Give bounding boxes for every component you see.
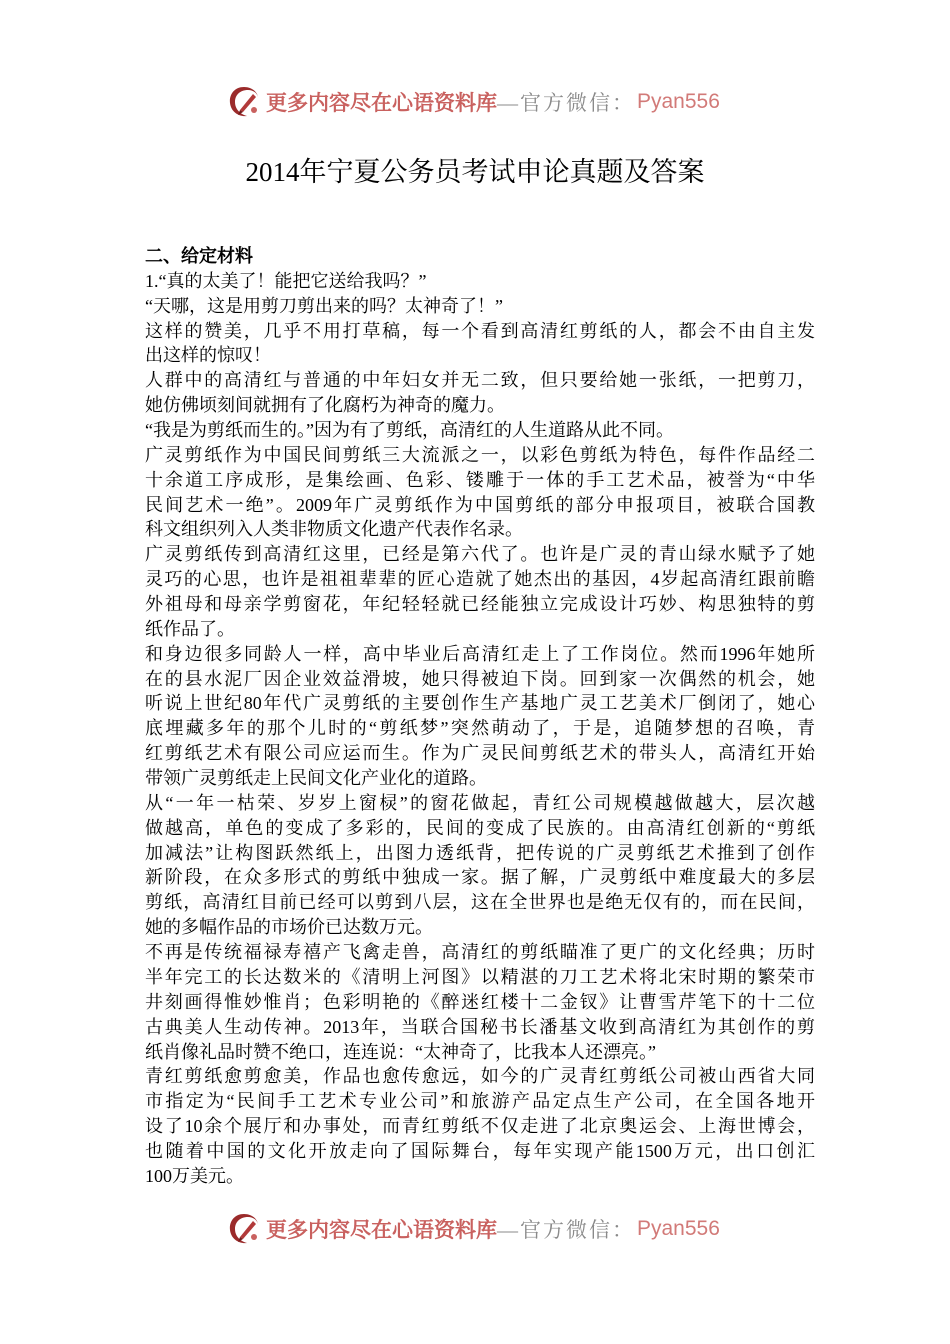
text-line: 广灵剪纸作为中国民间剪纸三大流派之一，以彩色剪纸为特色，每件作品经二 bbox=[145, 444, 815, 465]
watermark-gray-text: —官方微信： bbox=[497, 1218, 635, 1242]
paragraph bbox=[145, 368, 815, 418]
text-line: 出这样的惊叹！ bbox=[145, 345, 271, 366]
text-line: 外祖母和母亲学剪窗花，年纪轻轻就已经能独立完成设计巧妙、构思独特的剪 bbox=[145, 594, 815, 615]
text-line: 十余道工序成形，是集绘画、色彩、镂雕于一体的手工艺术品，被誉为“中华 bbox=[145, 469, 815, 490]
text-line: 她仿佛顷刻间就拥有了化腐朽为神奇的魔力。 bbox=[145, 395, 505, 416]
paragraph bbox=[145, 642, 815, 791]
text-line: “我是为剪纸而生的。”因为有了剪纸，高清红的人生道路从此不同。 bbox=[145, 420, 674, 441]
text-line: 半年完工的长达数米的《清明上河图》以精湛的刀工艺术将北宋时期的繁荣市 bbox=[145, 966, 815, 987]
text-line: 人群中的高清红与普通的中年妇女并无二致，但只要给她一张纸，一把剪刀， bbox=[145, 370, 815, 391]
text-line: 100万美元。 bbox=[145, 1165, 244, 1186]
text-line: 灵巧的心思，也许是祖祖辈辈的匠心造就了她杰出的基因，4岁起高清红跟前瞻 bbox=[145, 569, 815, 590]
text-line: 和身边很多同龄人一样，高中毕业后高清红走上了工作岗位。然而1996年她所 bbox=[145, 643, 815, 664]
text-line: 红剪纸艺术有限公司应运而生。作为广灵民间剪纸艺术的带头人，高清红开始 bbox=[145, 743, 815, 764]
watermark-gray-text: —官方微信： bbox=[497, 91, 635, 115]
paragraph bbox=[145, 791, 815, 940]
text-line: 新阶段，在众多形式的剪纸中独成一家。据了解，广灵剪纸中难度最大的多层 bbox=[145, 867, 815, 888]
watermark-wechat-id: Pyan556 bbox=[637, 90, 720, 113]
paragraph bbox=[145, 418, 815, 443]
text-line: 广灵剪纸传到高清红这里，已经是第六代了。也许是广灵的青山绿水赋予了她 bbox=[145, 544, 815, 565]
text-line: 带领广灵剪纸走上民间文化产业化的道路。 bbox=[145, 768, 487, 789]
text-line: 民间艺术一绝”。2009年广灵剪纸作为中国剪纸的部分申报项目，被联合国教 bbox=[145, 494, 815, 515]
paragraph bbox=[145, 269, 815, 294]
text-line: 底埋藏多年的那个儿时的“剪纸梦”突然萌动了，于是，追随梦想的召唤，青 bbox=[145, 718, 815, 739]
text-line: 加减法”让构图跃然纸上，出图力透纸背，把传说的广灵剪纸艺术推到了创作 bbox=[145, 842, 815, 863]
watermark-footer bbox=[226, 1209, 720, 1249]
document-body bbox=[145, 244, 815, 1189]
text-line: 她的多幅作品的市场价已达数万元。 bbox=[145, 917, 433, 938]
paragraph bbox=[145, 1064, 815, 1188]
paragraph bbox=[145, 319, 815, 369]
text-line: 这样的赞美，几乎不用打草稿，每一个看到高清红剪纸的人，都会不由自主发 bbox=[145, 320, 815, 341]
text-line: 古典美人生动传神。2013年，当联合国秘书长潘基文收到高清红为其创作的剪 bbox=[145, 1016, 815, 1037]
text-line: 设了10余个展厅和办事处，而青红剪纸不仅走进了北京奥运会、上海世博会， bbox=[145, 1116, 815, 1137]
text-line: 科文组织列入人类非物质文化遗产代表作名录。 bbox=[145, 519, 523, 540]
text-line: 纸肖像礼品时赞不绝口，连连说：“太神奇了，比我本人还漂亮。” bbox=[145, 1041, 656, 1062]
section-heading: 二、给定材料 bbox=[145, 246, 253, 266]
watermark-header bbox=[226, 82, 720, 122]
text-line: 青红剪纸愈剪愈美，作品也愈传愈远，如今的广灵青红剪纸公司被山西省大同 bbox=[145, 1066, 815, 1087]
text-line: 井刻画得惟妙惟肖；色彩明艳的《醉迷红楼十二金钗》让曹雪芹笔下的十二位 bbox=[145, 991, 815, 1012]
pen-logo-icon bbox=[226, 84, 262, 120]
text-line: 做越高，单色的变成了多彩的，民间的变成了民族的。由高清红创新的“剪纸 bbox=[145, 817, 815, 838]
text-line: 剪纸，高清红目前已经可以剪到八层，这在全世界也是绝无仅有的，而在民间， bbox=[145, 892, 815, 913]
text-line: 1.“真的太美了！能把它送给我吗？” bbox=[145, 270, 427, 291]
text-line: 从“一年一枯荣、岁岁上窗棂”的窗花做起，青红公司规模越做越大，层次越 bbox=[145, 792, 815, 813]
text-line: 也随着中国的文化开放走向了国际舞台，每年实现产能1500万元，出口创汇 bbox=[145, 1140, 815, 1161]
text-line: “天哪，这是用剪刀剪出来的吗？太神奇了！” bbox=[145, 295, 503, 316]
paragraph bbox=[145, 940, 815, 1064]
text-line: 听说上世纪80年代广灵剪纸的主要创作生产基地广灵工艺美术厂倒闭了，她心 bbox=[145, 693, 815, 714]
watermark-red-text: 更多内容尽在心语资料库 bbox=[266, 91, 497, 115]
text-line: 市指定为“民间手工艺术专业公司”和旅游产品定点生产公司，在全国各地开 bbox=[145, 1091, 815, 1112]
paragraph bbox=[145, 443, 815, 542]
pen-logo-icon bbox=[226, 1211, 262, 1247]
text-line: 纸作品了。 bbox=[145, 618, 235, 639]
paragraph-list bbox=[145, 269, 815, 1189]
watermark-red-text: 更多内容尽在心语资料库 bbox=[266, 1218, 497, 1242]
paragraph bbox=[145, 542, 815, 641]
paragraph bbox=[145, 294, 815, 319]
text-line: 不再是传统福禄寿禧产飞禽走兽，高清红的剪纸瞄准了更广的文化经典；历时 bbox=[145, 942, 815, 963]
text-line: 在的县水泥厂因企业效益滑坡，她只得被迫下岗。回到家一次偶然的机会，她 bbox=[145, 668, 815, 689]
watermark-wechat-id: Pyan556 bbox=[637, 1217, 720, 1240]
document-title: 2014年宁夏公务员考试申论真题及答案 bbox=[245, 157, 705, 187]
